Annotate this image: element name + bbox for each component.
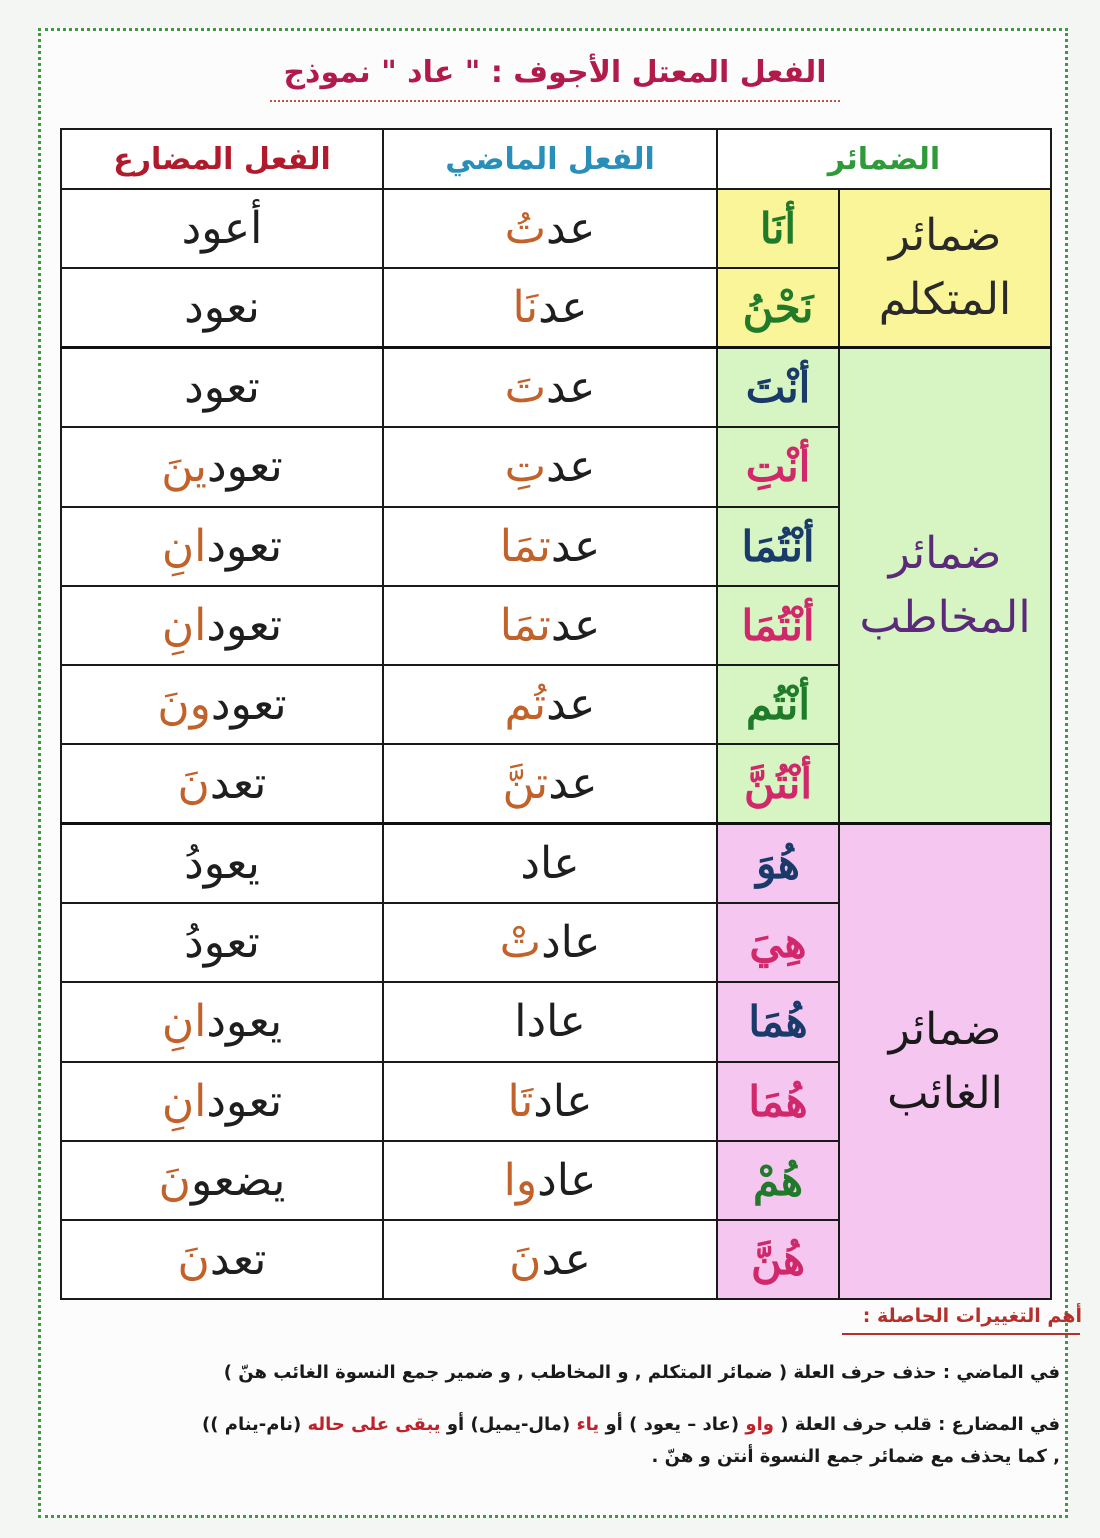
past-stem: عد [548, 758, 598, 810]
header-present: الفعل المضارع [61, 129, 383, 189]
pronoun-cell: هُمْ [717, 1141, 839, 1220]
past-suffix: تَا [507, 1075, 534, 1127]
present-cell [61, 1220, 383, 1299]
past-stem: عد [550, 520, 601, 572]
past-suffix: نَ [509, 1233, 542, 1285]
present-stem: تعود [206, 599, 283, 651]
notes-heading-underline [842, 1333, 1080, 1335]
group-label-line2: المتكلم [878, 274, 1012, 326]
past-stem: عاد [533, 1075, 593, 1127]
present-suffix: نَ [158, 1154, 191, 1206]
pronoun-cell: أنْتُمَا [717, 507, 839, 586]
past-stem: عاد [520, 838, 580, 890]
past-cell [383, 1141, 717, 1220]
pronoun-cell: أنْتَ [717, 348, 839, 428]
past-stem: عد [546, 203, 596, 255]
pronoun-cell: هُوَ [717, 824, 839, 904]
present-suffix: نَ [177, 1233, 210, 1285]
past-suffix: تنَّ [502, 758, 549, 810]
present-suffix: انِ [161, 996, 207, 1048]
pronoun-cell: أنْتُنَّ [717, 744, 839, 824]
past-suffix: تْ [499, 917, 542, 969]
present-stem: يعودُ [184, 838, 260, 890]
notes-heading: أهم التغييرات الحاصلة : [862, 1305, 1082, 1327]
note-present-c: (مال-يميل) أو [446, 1414, 571, 1435]
pronoun-cell: أنَا [717, 189, 839, 268]
group-label-line1: ضمائر [888, 527, 1002, 579]
present-suffix: انِ [161, 599, 207, 651]
present-suffix: ونَ [157, 678, 211, 730]
title-part-3: نموذج [283, 55, 371, 90]
pronoun-cell: أنْتِ [717, 427, 839, 506]
present-cell [61, 507, 383, 586]
past-stem: عادا [514, 996, 586, 1048]
past-cell [383, 348, 717, 428]
page-title [60, 48, 1050, 108]
past-cell [383, 189, 717, 268]
past-cell [383, 427, 717, 506]
present-cell [61, 268, 383, 348]
note-present-b: (عاد – يعود ) أو [605, 1414, 740, 1435]
past-cell [383, 1062, 717, 1141]
table-row [61, 824, 1051, 904]
group-label [839, 348, 1051, 824]
past-stem: عد [541, 1233, 591, 1285]
past-stem: عد [546, 441, 596, 493]
pronoun-cell: هُمَا [717, 1062, 839, 1141]
present-stem: تعود [206, 441, 283, 493]
present-cell [61, 1062, 383, 1141]
present-cell [61, 348, 383, 428]
present-cell [61, 982, 383, 1061]
past-suffix: وا [503, 1154, 538, 1206]
table-row [61, 348, 1051, 428]
past-cell [383, 982, 717, 1061]
group-label-line1: ضمائر [888, 210, 1002, 262]
group-label-line2: الغائب [887, 1067, 1003, 1119]
past-stem: عد [546, 678, 596, 730]
group-label [839, 189, 1051, 348]
present-stem: تعود [184, 362, 260, 414]
group-label [839, 824, 1051, 1299]
present-cell [61, 665, 383, 744]
note-present-d: (نام-ينام )) [202, 1414, 302, 1435]
present-stem: أعود [181, 203, 263, 255]
note-present [202, 1414, 1060, 1435]
present-stem: تعود [210, 678, 287, 730]
present-stem: يعود [206, 996, 283, 1048]
title-underline [270, 100, 840, 102]
present-suffix: ينَ [161, 441, 207, 493]
present-stem: تعد [209, 1233, 267, 1285]
past-stem: عد [550, 599, 601, 651]
past-cell [383, 903, 717, 982]
present-cell [61, 189, 383, 268]
note-present-stay: يبقى على حاله [307, 1414, 441, 1435]
group-label-line1: ضمائر [888, 1003, 1002, 1055]
present-cell [61, 744, 383, 824]
present-cell [61, 586, 383, 665]
present-stem: نعود [184, 282, 260, 334]
past-cell [383, 1220, 717, 1299]
pronoun-cell: أنْتُمَا [717, 586, 839, 665]
past-suffix: نَا [512, 282, 539, 334]
pronoun-cell: نَحْنُ [717, 268, 839, 348]
present-stem: تعد [209, 758, 267, 810]
header-past: الفعل الماضي [383, 129, 717, 189]
past-stem: عد [546, 362, 596, 414]
present-cell [61, 903, 383, 982]
conjugation-table [60, 128, 1052, 1300]
past-suffix: تَ [504, 362, 547, 414]
present-cell [61, 427, 383, 506]
header-pronouns: الضمائر [717, 129, 1051, 189]
present-cell [61, 1141, 383, 1220]
note-present-waw: واو [745, 1414, 774, 1435]
past-cell [383, 744, 717, 824]
present-suffix: انِ [161, 520, 207, 572]
present-cell [61, 824, 383, 904]
present-stem: تعود [206, 1075, 283, 1127]
past-cell [383, 268, 717, 348]
present-stem: تعودُ [184, 917, 260, 969]
past-suffix: تُ [504, 203, 547, 255]
present-suffix: نَ [177, 758, 210, 810]
past-cell [383, 824, 717, 904]
present-stem: يضعو [190, 1154, 286, 1206]
present-stem: تعود [206, 520, 283, 572]
pronoun-cell: هُنَّ [717, 1220, 839, 1299]
past-stem: عاد [541, 917, 601, 969]
present-suffix: انِ [161, 1075, 207, 1127]
table-row [61, 189, 1051, 268]
note-feminine-plural: , كما يحذف مع ضمائر جمع النسوة أنتن و هنّ . [651, 1446, 1060, 1467]
note-present-a: في المضارع : قلب حرف العلة ( [780, 1414, 1060, 1435]
pronoun-cell: هِيَ [717, 903, 839, 982]
note-past: في الماضي : حذف حرف العلة ( ضمائر المتكلم , و المخاطب , و ضمير جمع النسوة الغائب هنّ ) [223, 1362, 1060, 1383]
past-suffix: تمَا [499, 599, 551, 651]
past-stem: عاد [537, 1154, 597, 1206]
past-suffix: تِ [504, 441, 547, 493]
title-part-2: " عاد " [381, 55, 481, 90]
past-cell [383, 586, 717, 665]
pronoun-cell: أنْتُم [717, 665, 839, 744]
past-stem: عد [538, 282, 588, 334]
title-part-1: الفعل المعتل الأجوف : [490, 55, 827, 90]
pronoun-cell: هُمَا [717, 982, 839, 1061]
past-cell [383, 665, 717, 744]
past-suffix: تُم [504, 678, 547, 730]
group-label-line2: المخاطب [859, 591, 1031, 643]
note-present-ya: ياء [576, 1414, 600, 1435]
past-cell [383, 507, 717, 586]
past-suffix: تمَا [499, 520, 551, 572]
